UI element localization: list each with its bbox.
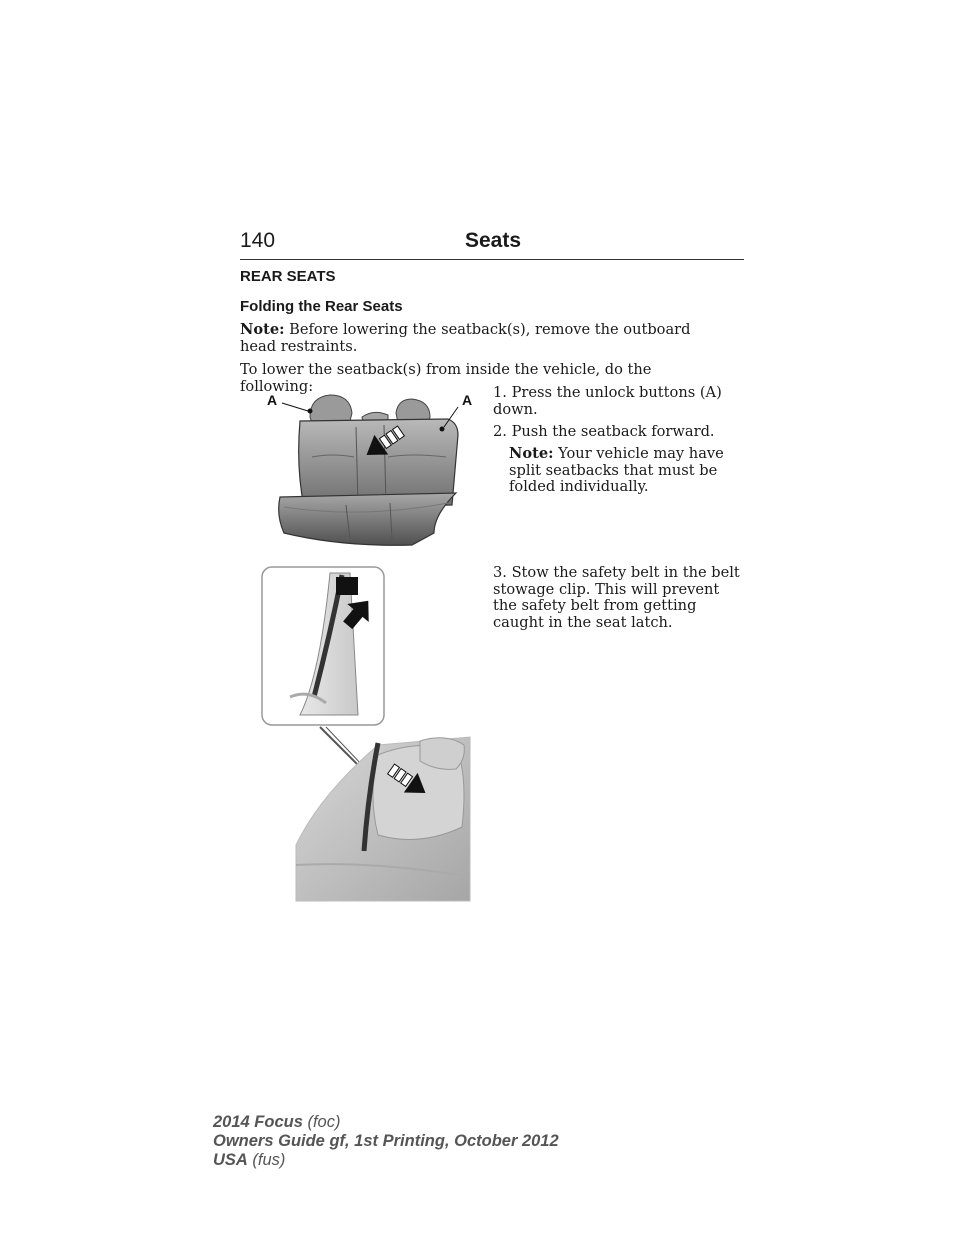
note-label: Note: (240, 321, 285, 338)
note-text: Your vehicle may have split seatbacks that must be folded individually. (509, 445, 724, 495)
note-text: Before lowering the seatback(s), remove the outboard head restraints. (240, 321, 691, 355)
note-split-seatbacks (509, 446, 731, 496)
callout-a-left: A (267, 392, 278, 408)
page-footer (213, 1113, 559, 1170)
heading-rear-seats: REAR SEATS (240, 268, 336, 285)
step-1: 1. Press the unlock buttons (A) down. (493, 384, 722, 418)
note-remove-head-restraints (240, 322, 710, 355)
footer-line-2: Owners Guide gf, 1st Printing, October 2012 (213, 1132, 559, 1150)
header-rule (240, 259, 744, 260)
callout-a-right: A (462, 392, 473, 408)
intro-paragraph: To lower the seatback(s) from inside the vehicle, do the following: (240, 361, 652, 395)
note-label: Note: (509, 445, 554, 462)
belt-stowage-illustration (260, 565, 474, 905)
rear-seat-drawing (262, 387, 474, 549)
step-2: 2. Push the seatback forward. (493, 423, 715, 440)
rear-seat-illustration (262, 387, 474, 549)
belt-stowage-drawing (260, 565, 474, 905)
footer-line-1: 2014 Focus (foc) (213, 1113, 341, 1131)
step-3: 3. Stow the safety belt in the belt stowage clip. This will prevent the safety belt from getting caught in the seat latch. (493, 564, 740, 631)
footer-line-3: USA (fus) (213, 1151, 286, 1169)
heading-folding-rear-seats: Folding the Rear Seats (240, 298, 403, 315)
section-title: Seats (465, 229, 522, 252)
page-number: 140 (240, 229, 276, 252)
